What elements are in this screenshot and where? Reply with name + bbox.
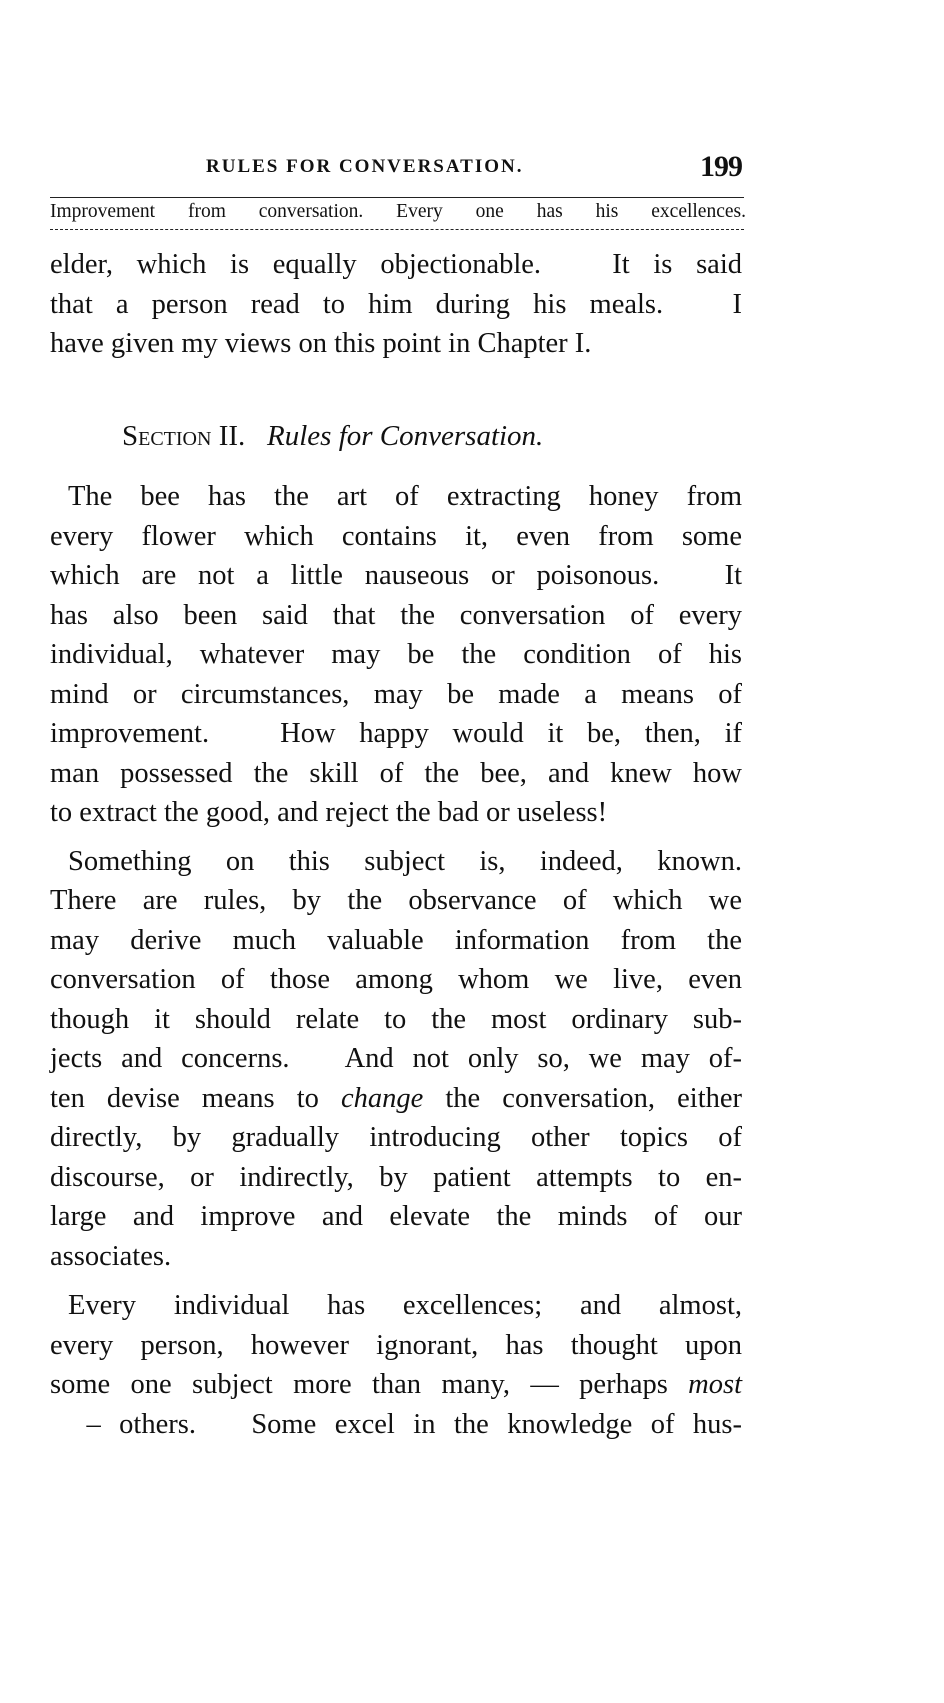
text-line	[50, 1200, 742, 1234]
text-line	[50, 963, 742, 997]
text-segment: mind or circumstances, may be made a means of	[50, 679, 742, 710]
text-segment: every flower which contains it, even from some	[50, 521, 742, 552]
text-line	[50, 1240, 742, 1274]
text-line	[50, 1161, 742, 1195]
text-segment: – others. Some excel in the knowledge of hus-	[68, 1409, 742, 1440]
section-title: Rules for Conversation.	[267, 420, 544, 452]
italic-emphasis: most	[688, 1369, 742, 1400]
text-line	[50, 288, 742, 322]
text-segment: large and improve and elevate the minds of our	[50, 1201, 742, 1232]
text-line	[50, 599, 742, 633]
text-segment: have given my views on this point in Chapter I.	[50, 328, 592, 359]
section-label: Section II.	[122, 420, 246, 452]
text-line	[50, 717, 742, 751]
text-line	[68, 1289, 742, 1323]
text-segment: man possessed the skill of the bee, and knew how	[50, 758, 742, 789]
text-segment: ten devise means to	[50, 1083, 341, 1114]
page-subheader: Improvement from conversation. Every one has his excellences.	[50, 201, 746, 222]
text-segment: may derive much valuable information from the	[50, 925, 742, 956]
text-segment: Something on this subject is, indeed, known.	[68, 846, 742, 877]
text-line	[50, 327, 742, 361]
text-line	[50, 559, 742, 593]
text-segment: elder, which is equally objectionable. It is said	[50, 249, 742, 280]
text-segment: conversation of those among whom we live, even	[50, 964, 742, 995]
text-line	[50, 248, 742, 282]
text-line	[50, 796, 742, 830]
text-line	[50, 678, 742, 712]
text-segment: discourse, or indirectly, by patient attempts to en-	[50, 1162, 742, 1193]
text-segment: though it should relate to the most ordinary sub-	[50, 1004, 742, 1035]
text-line	[50, 1121, 742, 1155]
text-segment: every person, however ignorant, has thought upon	[50, 1330, 742, 1361]
text-segment: improvement. How happy would it be, then, if	[50, 718, 742, 749]
text-line	[68, 845, 742, 879]
text-line	[50, 884, 742, 918]
italic-emphasis: change	[340, 1083, 424, 1114]
text-segment: to extract the good, and reject the bad or useless!	[50, 797, 608, 828]
text-line	[50, 1042, 742, 1076]
text-segment: jects and concerns. And not only so, we may of-	[50, 1043, 742, 1074]
text-segment: the conversation, either	[423, 1083, 743, 1114]
text-line	[50, 520, 742, 554]
text-line	[50, 1003, 742, 1037]
text-line	[50, 924, 742, 958]
text-segment: which are not a little nauseous or poisonous. It	[50, 560, 742, 591]
text-segment: some one subject more than many, — perhaps	[50, 1369, 689, 1400]
text-segment: There are rules, by the observance of which we	[50, 885, 742, 916]
text-line	[50, 638, 742, 672]
text-line	[68, 1408, 742, 1442]
text-segment: The bee has the art of extracting honey from	[68, 481, 742, 512]
text-segment: that a person read to him during his meals. I	[50, 289, 742, 320]
text-line	[68, 480, 742, 514]
text-segment: Every individual has excellences; and almost,	[68, 1290, 742, 1321]
text-line	[50, 1082, 742, 1116]
text-line	[50, 757, 742, 791]
section-heading	[122, 420, 543, 453]
text-line	[50, 1368, 742, 1402]
text-segment: associates.	[50, 1241, 172, 1272]
page-number: 199	[700, 150, 742, 183]
text-segment: individual, whatever may be the condition of his	[50, 639, 742, 670]
text-line	[50, 1329, 742, 1363]
running-head: RULES FOR CONVERSATION.	[206, 156, 524, 177]
text-segment: has also been said that the conversation of every	[50, 600, 742, 631]
rule-top	[50, 197, 744, 198]
text-segment: directly, by gradually introducing other topics of	[50, 1122, 742, 1153]
rule-bottom	[50, 229, 744, 230]
